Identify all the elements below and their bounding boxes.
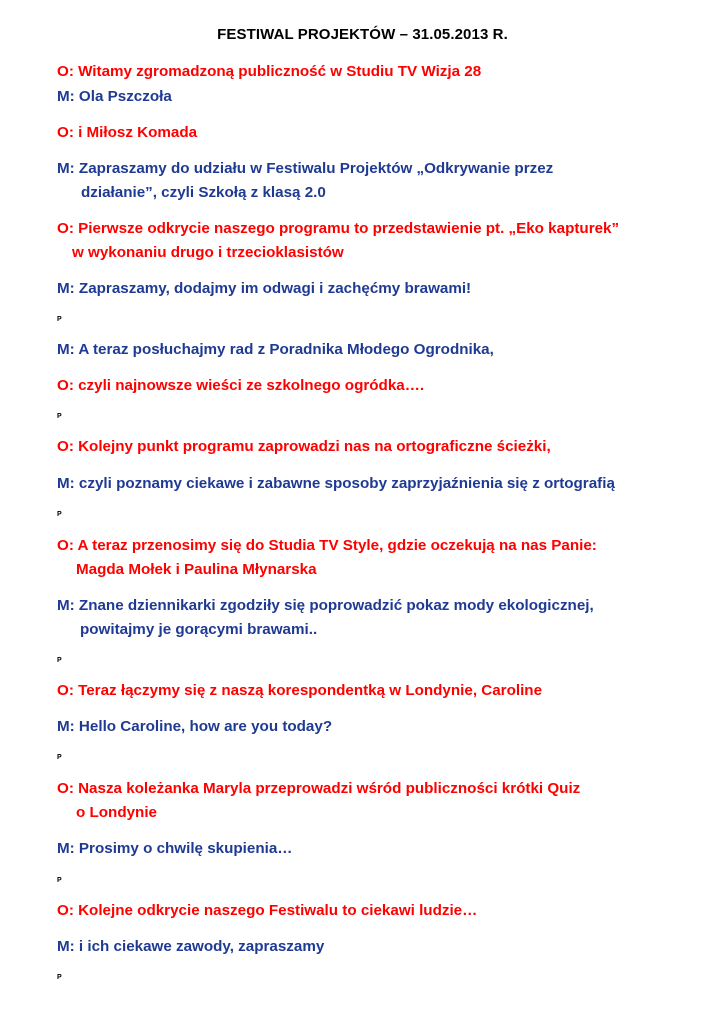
- script-line-o: O: czyli najnowsze wieści ze szkolnego ogródka….: [57, 377, 425, 394]
- script-line-o: O: Pierwsze odkrycie naszego programu to przedstawienie pt. „Eko kapturek”: [57, 220, 620, 237]
- script-line-m: M: Hello Caroline, how are you today?: [57, 718, 333, 735]
- p-marker: P: [57, 511, 62, 518]
- p-marker: P: [57, 316, 62, 323]
- script-line-m: M: Zapraszamy do udziału w Festiwalu Projektów „Odkrywanie przez: [57, 160, 554, 177]
- script-line-o: O: Teraz łączymy się z naszą korespondentką w Londynie, Caroline: [57, 682, 543, 699]
- script-line-continuation: działanie”, czyli Szkołą z klasą 2.0: [81, 184, 326, 201]
- script-line-continuation: w wykonaniu drugo i trzecioklasistów: [72, 244, 344, 261]
- script-line-o: O: A teraz przenosimy się do Studia TV Style, gdzie oczekują na nas Panie:: [57, 537, 597, 554]
- script-line-continuation: powitajmy je gorącymi brawami..: [80, 621, 318, 638]
- p-marker: P: [57, 877, 62, 884]
- script-line-m: M: i ich ciekawe zawody, zapraszamy: [57, 938, 325, 955]
- script-line-o: O: i Miłosz Komada: [57, 124, 198, 141]
- document-title: FESTIWAL PROJEKTÓW – 31.05.2013 R.: [217, 26, 508, 43]
- p-marker: P: [57, 974, 62, 981]
- script-line-m: M: Prosimy o chwilę skupienia…: [57, 840, 293, 857]
- script-line-m: M: A teraz posłuchajmy rad z Poradnika Młodego Ogrodnika,: [57, 341, 494, 358]
- script-line-m: M: Zapraszamy, dodajmy im odwagi i zachęćmy brawami!: [57, 280, 472, 297]
- script-line-m: M: Znane dziennikarki zgodziły się poprowadzić pokaz mody ekologicznej,: [57, 597, 594, 614]
- p-marker: P: [57, 657, 62, 664]
- p-marker: P: [57, 413, 62, 420]
- script-line-continuation: Magda Mołek i Paulina Młynarska: [76, 561, 317, 578]
- script-line-continuation: o Londynie: [76, 804, 157, 821]
- script-line-o: O: Kolejne odkrycie naszego Festiwalu to ciekawi ludzie…: [57, 902, 478, 919]
- script-line-o: O: Witamy zgromadzoną publiczność w Studiu TV Wizja 28: [57, 63, 482, 80]
- script-line-o: O: Nasza koleżanka Maryla przeprowadzi wśród publiczności krótki Quiz: [57, 780, 581, 797]
- script-line-m: M: Ola Pszczoła: [57, 88, 172, 105]
- script-line-o: O: Kolejny punkt programu zaprowadzi nas na ortograficzne ścieżki,: [57, 438, 551, 455]
- p-marker: P: [57, 754, 62, 761]
- script-line-m: M: czyli poznamy ciekawe i zabawne sposoby zaprzyjaźnienia się z ortografią: [57, 475, 615, 492]
